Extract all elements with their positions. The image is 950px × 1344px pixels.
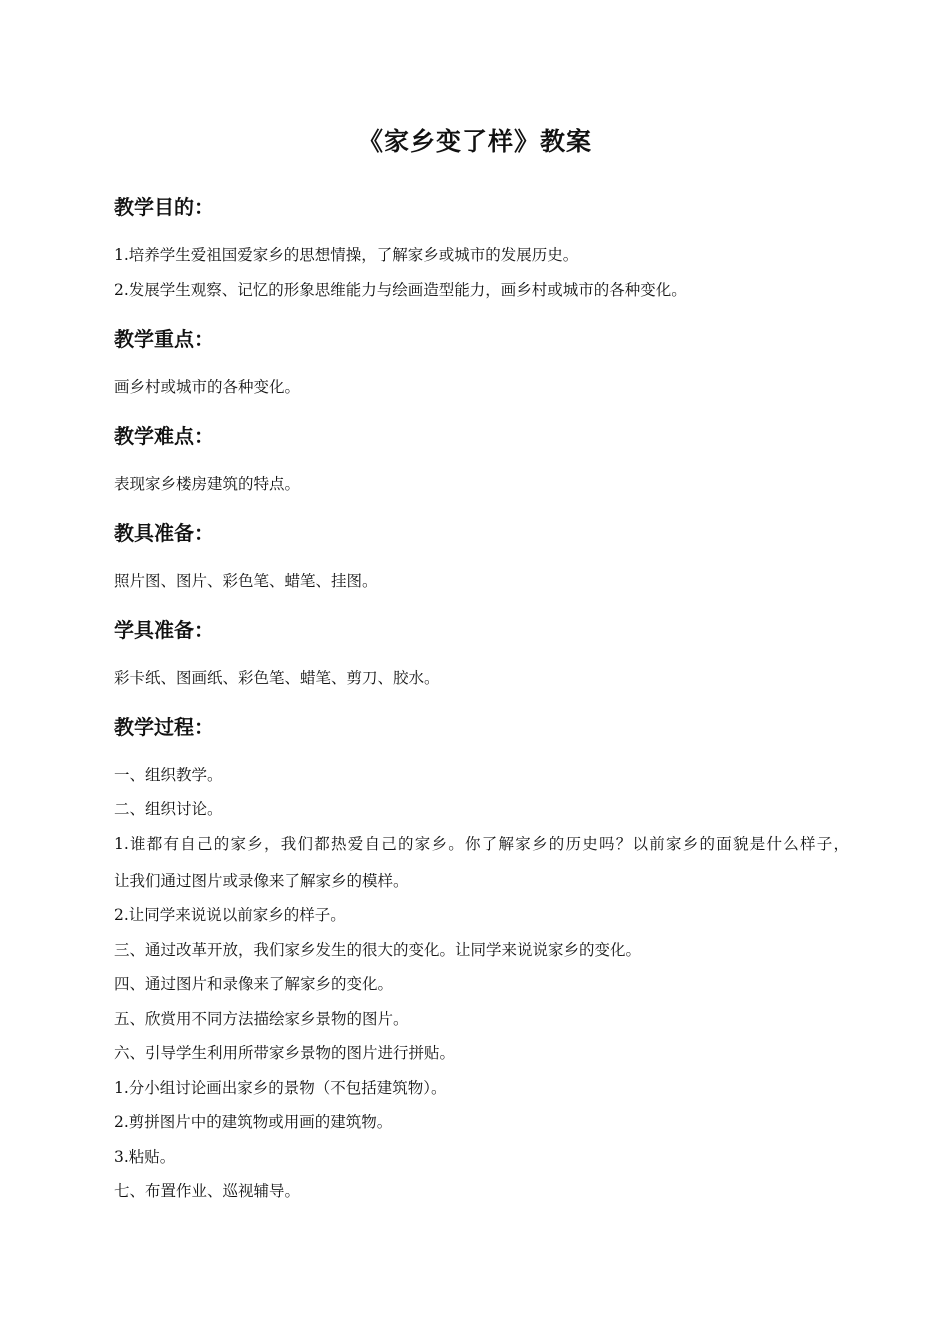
process-line: 四、通过图片和录像来了解家乡的变化。	[114, 975, 394, 993]
process-line: 六、引导学生利用所带家乡景物的图片进行拼贴。	[114, 1044, 456, 1062]
process-line: 2.剪拼图片中的建筑物或用画的建筑物。	[114, 1113, 393, 1131]
process-line: 3.粘贴。	[114, 1148, 176, 1166]
process-line: 三、通过改革开放，我们家乡发生的很大的变化。让同学来说说家乡的变化。	[114, 941, 642, 959]
objective-item-1: 1.培养学生爱祖国爱家乡的思想情操，了解家乡或城市的发展历史。	[114, 246, 579, 264]
key-points-heading: 教学重点：	[114, 327, 214, 351]
process-line: 二、组织讨论。	[114, 800, 223, 818]
process-line: 五、欣赏用不同方法描绘家乡景物的图片。	[114, 1010, 409, 1028]
objectives-heading: 教学目的：	[114, 195, 214, 219]
process-heading: 教学过程：	[114, 715, 214, 739]
difficulties-text: 表现家乡楼房建筑的特点。	[114, 475, 301, 493]
process-line: 2.让同学来说说以前家乡的样子。	[114, 906, 346, 924]
process-line: 1.谁都有自己的家乡，我们都热爱自己的家乡。你了解家乡的历史吗？以前家乡的面貌是什么样子，	[114, 835, 849, 853]
process-line: 一、组织教学。	[114, 766, 223, 784]
difficulties-heading: 教学难点：	[114, 424, 214, 448]
process-line: 让我们通过图片或录像来了解家乡的模样。	[114, 872, 409, 890]
teacher-materials-heading: 教具准备：	[114, 521, 214, 545]
objective-item-2: 2.发展学生观察、记忆的形象思维能力与绘画造型能力，画乡村或城市的各种变化。	[114, 281, 687, 299]
process-line: 1.分小组讨论画出家乡的景物（不包括建筑物）。	[114, 1079, 447, 1097]
teacher-materials-text: 照片图、图片、彩色笔、蜡笔、挂图。	[114, 572, 378, 590]
process-line: 七、布置作业、巡视辅导。	[114, 1182, 301, 1200]
student-materials-heading: 学具准备：	[114, 618, 214, 642]
document-title: 《家乡变了样》教案	[357, 127, 592, 156]
student-materials-text: 彩卡纸、图画纸、彩色笔、蜡笔、剪刀、胶水。	[114, 669, 440, 687]
key-points-text: 画乡村或城市的各种变化。	[114, 378, 301, 396]
